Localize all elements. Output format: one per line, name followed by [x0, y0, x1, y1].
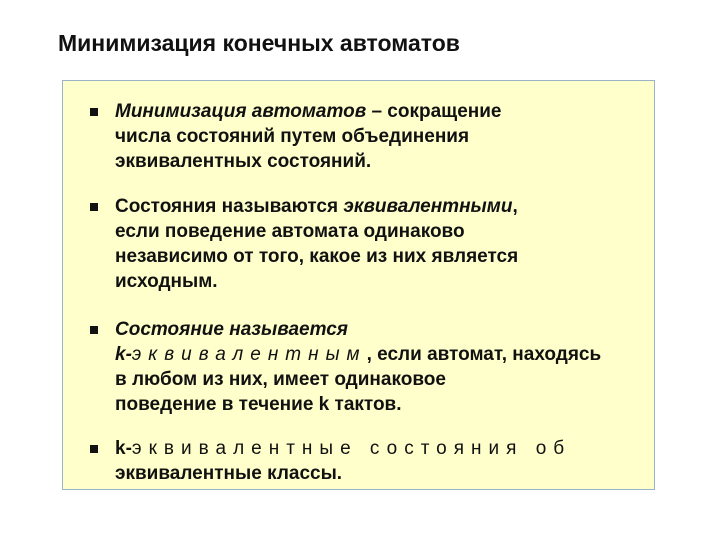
text-line: Состояние называется — [115, 319, 348, 340]
spaced-term: эквивалентным — [131, 344, 367, 365]
square-bullet-icon — [90, 108, 98, 116]
text-line — [115, 342, 655, 367]
text-run: Состояния называются — [115, 196, 344, 217]
text-run: , — [512, 196, 518, 217]
italic-term: Минимизация автоматов — [115, 101, 367, 122]
text-run: – сокращение — [366, 101, 502, 122]
text-line: поведение в течение k тактов. — [115, 394, 402, 415]
text-run: k- — [115, 438, 132, 459]
spaced-term: эквивалентные состояния об — [131, 438, 572, 459]
italic-term: эквивалентными — [343, 196, 513, 217]
text-line: независимо от того, какое из них является — [115, 246, 519, 267]
content-panel — [62, 80, 655, 490]
text-line: числа состояний путем объединения — [115, 126, 470, 147]
text-line — [115, 194, 655, 219]
text-line — [115, 436, 660, 461]
square-bullet-icon — [90, 445, 98, 453]
item-text — [115, 436, 660, 486]
item-text — [115, 317, 655, 417]
item-text — [115, 99, 655, 174]
text-line: эквивалентных состояний. — [115, 151, 372, 172]
text-line — [115, 99, 655, 124]
square-bullet-icon — [90, 203, 98, 211]
text-run: , если автомат, находясь — [366, 344, 602, 365]
slide-title: Минимизация конечных автоматов — [58, 30, 460, 56]
text-line: в любом из них, имеет одинаковое — [115, 369, 446, 390]
text-run: k- — [115, 344, 132, 365]
text-line: эквивалентные классы. — [115, 463, 343, 484]
square-bullet-icon — [90, 326, 98, 334]
item-text — [115, 194, 655, 294]
text-line: если поведение автомата одинаково — [115, 221, 465, 242]
text-line: исходным. — [115, 271, 218, 292]
